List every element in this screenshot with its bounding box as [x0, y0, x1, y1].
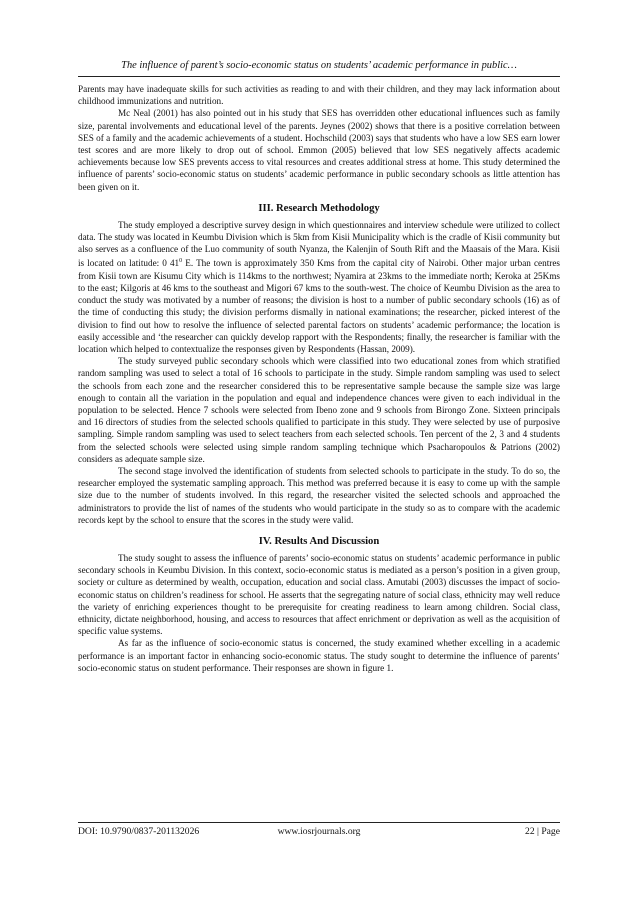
footer-website: www.iosrjournals.org [277, 826, 361, 837]
paragraph-sampling: The study surveyed public secondary schools which were classified into two educational zones from which stratified random sampling was used to select a total of 16 schools to participate in the study. Simple random sampling was used to select the schools from each zone and the researcher considered this to be representative sample because the sample size was large enough to contain all the variation in the population and equal and independence chances were given to each individual in the population to be selected. Hence 7 schools were selected from Ibeno zone and 9 schools from Birongo Zone. Sixteen principals and 16 directors of studies from the selected schools qualified to participate in this study. They were selected by use of purposive sampling. Simple random sampling was used to select teachers from each selected schools. Ten percent of the 2, 3 and 4 students from the selected schools were selected using simple random sampling technique which Psacharopoulos & Patrions (2002) considers as adequate sample size. [78, 356, 560, 464]
footer-page-number: 22 | Page [525, 826, 560, 837]
page-body [78, 83, 560, 674]
footer-doi: DOI: 10.9790/0837-201132026 [78, 826, 200, 837]
footer-divider [78, 822, 560, 823]
study-location-text-b: E. The town is approximately 350 Kms from the capital city of Nairobi. Other major urban centres from Kisii town are Kisumu City which is 114kms to the northwest; Nyamira at 23kms to the immediate north; Keroka at 25Kms to the east; Kilgoris at 46 kms to the southeast and Migori 67 kms to the south-west. The choice of Keumbu Division as the area to conduct the study was motivated by a number of reasons; the division is host to a number of public secondary schools (16) as of the time of conducting this study; the division performs dismally in national examinations; the researcher, picked interest of the division to find out how to resolve the influence of selected parental factors on students’ academic performance; the location is easily accessible and ‘the researcher can quickly develop rapport with the Respondents; finally, the researcher is familiar with the location which helped to contextualize the responses given by Respondents (Hassan, 2009). [78, 258, 560, 354]
degree-superscript: 0 [179, 258, 183, 265]
paragraph-ses-assessment: The study sought to assess the influence of parents’ socio-economic status on students’ academic performance in public secondary schools in Keumbu Division. In this context, socio-economic status is mediated as a person’s position in a given group, society or culture as determined by wealth, occupation, education and social class. Amutabi (2003) discusses the impact of socio-economic status on children’s readiness for school. He asserts that the segregating nature of social class, ethnicity may well reduce the variety of enriching experiences thought to be prerequisite for creating readiness to learn among children. Social class, ethnicity, dictate neighborhood, housing, and access to resources that affect enrichment or deprivation as well as the acquisition of specific value systems. [78, 552, 560, 637]
paragraph-ses-influence: As far as the influence of socio-economic status is concerned, the study examined whether excelling in a academic performance is an important factor in enhancing socio-economic status. The study sought to determine the influence of parents’ socio-economic status on student performance. Their responses are shown in figure 1. [78, 638, 560, 673]
section-heading-research-methodology: III. Research Methodology [258, 202, 380, 214]
paragraph-parents-skills: Parents may have inadequate skills for such activities as reading to and with their children, and they may lack information about childhood immunizations and nutrition. [78, 84, 560, 107]
section-heading-results-discussion: IV. Results And Discussion [258, 535, 380, 547]
paragraph-ses-influences: Mc Neal (2001) has also pointed out in his study that SES has overridden other educational influences such as family size, parental involvements and educational level of the parents. Jeynes (2002) shows that there is a positive correlation between SES of a family and the academic achievements of a student. Hochschild (2003) says that students who have a low SES earn lower test scores and are more likely to drop out of school. Emmon (2005) believed that low SES negatively affects academic achievements because low SES prevents access to vital resources and creates additional stress at home. This study determined the influence of parents’ socio-economic status on students’ academic performance in public secondary schools as little attention has been given on it. [78, 108, 560, 192]
paragraph-study-location [78, 219, 560, 355]
header-divider [78, 76, 560, 77]
paragraph-second-stage: The second stage involved the identification of students from selected schools to participate in the study. To do so, the researcher employed the systematic sampling approach. This method was preferred because it is easy to come up with the sample size due to the number of students involved. In this regard, the researcher visited the selected schools and approached the administrators to provide the list of names of the students who would participate in the study so as to compare with the academic records kept by the school to ensure that the scores in the study were valid. [78, 465, 560, 525]
study-location-text-a: The study employed a descriptive survey design in which questionnaires and interview schedule were utilized to collect data. The study was located in Keumbu Division which is 5km from Kisii Municipality which is the cradle of Kisii community but also serves as a confluence of the Luo community of south Nyanza, the Kalenjin of South Rift and the Maasais of the Mara. Kisii is located on latitude: 0 41 [78, 219, 560, 269]
running-header-title: The influence of parent’s socio-economic status on students’ academic performance in public… [121, 60, 517, 71]
